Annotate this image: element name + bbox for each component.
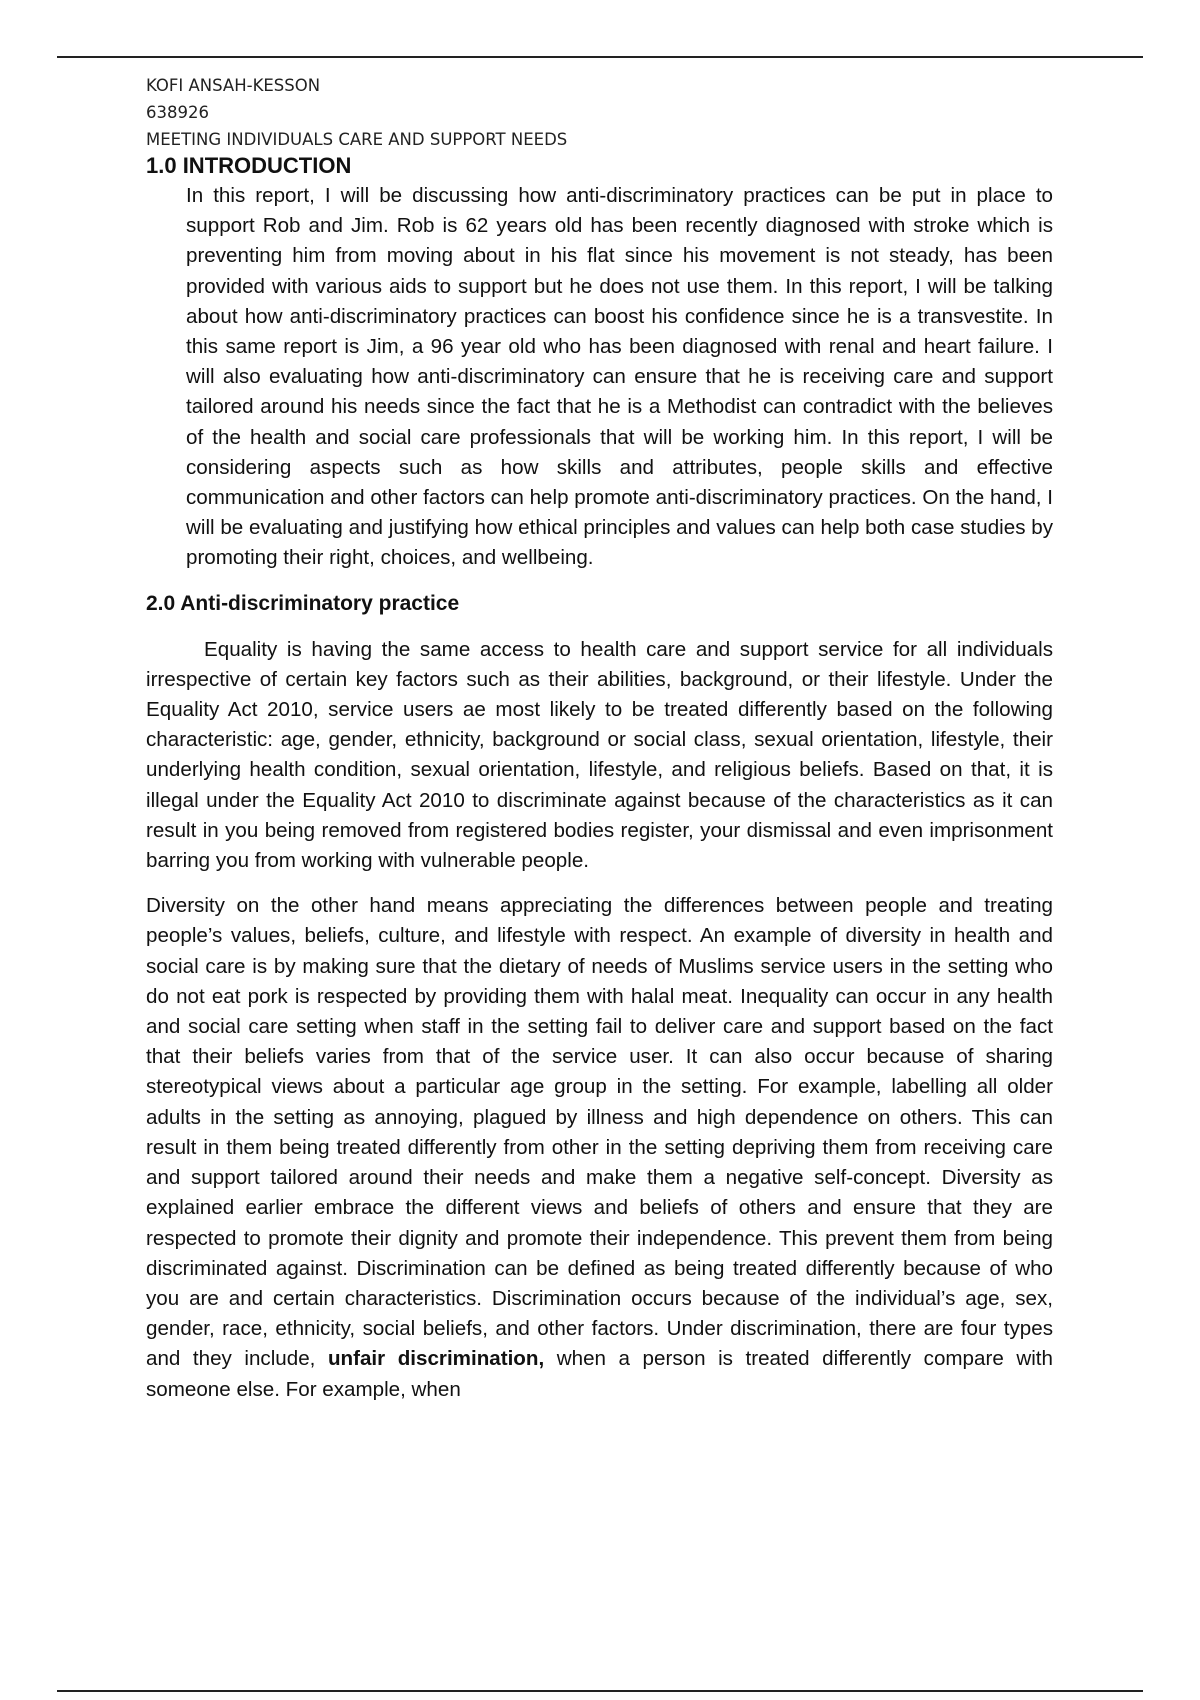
document-page	[146, 72, 1053, 1405]
top-rule	[57, 56, 1143, 58]
introduction-paragraph: In this report, I will be discussing how anti-discriminatory practices can be put in place to support Rob and Jim. Rob is 62 years old has been recently diagnosed with stroke which is preventing him from moving about in his flat since his movement is not steady, has been provided with various aids to support but he does not use them. In this report, I will be talking about how anti-discriminatory practices can boost his confidence since he is a transvestite. In this same report is Jim, a 96 year old who has been diagnosed with renal and heart failure. I will also evaluating how anti-discriminatory can ensure that he is receiving care and support tailored around his needs since the fact that he is a Methodist can contradict with the believes of the health and social care professionals that will be working him. In this report, I will be considering aspects such as how skills and attributes, people skills and effective communication and other factors can help promote anti-discriminatory practices. On the hand, I will be evaluating and justifying how ethical principles and values can help both case studies by promoting their right, choices, and wellbeing.	[186, 184, 1053, 570]
diversity-paragraph-start: Diversity on the other hand means appreciating the differences between people and treating people’s values, beliefs, culture, and lifestyle with respect. An example of diversity in health and social care is by making sure that the dietary of needs of Muslims service users in the setting who do not eat pork is respected by providing them with halal meat. Inequality can occur in any health and social care setting when staff in the setting fail to deliver care and support based on the fact that their beliefs varies from that of the service user. It can also occur because of sharing stereotypical views about a particular age group in the setting. For example, labelling all older adults in the setting as annoying, plagued by illness and high dependence on others. This can result in them being treated differently from other in the setting depriving them from receiving care and support tailored around their needs and make them a negative self-concept. Diversity as explained earlier embrace the different views and beliefs of others and ensure that they are respected to promote their dignity and promote their independence. This prevent them from being discriminated against. Discrimination can be defined as being treated differently because of who you are and certain characteristics. Discrimination occurs because of the individual’s age, sex, gender, race, ethnicity, social beliefs, and other factors. Under discrimination, there are four types and they include,	[146, 894, 1053, 1371]
diversity-paragraph	[146, 891, 1053, 1404]
bottom-rule	[57, 1690, 1143, 1692]
anti-discriminatory-heading: 2.0 Anti-discriminatory practice	[146, 591, 460, 615]
author-name: KOFI ANSAH-KESSON	[146, 76, 321, 95]
student-id: 638926	[146, 103, 209, 122]
introduction-heading: 1.0 INTRODUCTION	[146, 153, 352, 178]
diversity-paragraph-end: when a person is treated differently compare with someone else. For example, when	[146, 1347, 1053, 1401]
document-title: MEETING INDIVIDUALS CARE AND SUPPORT NEEDS	[146, 130, 568, 149]
unfair-discrimination-term: unfair discrimination,	[327, 1347, 545, 1371]
equality-paragraph: Equality is having the same access to health care and support service for all individuals irrespective of certain key factors such as their abilities, background, or their lifestyle. Under the Equality Act 2010, service users ae most likely to be treated differently based on the following characteristic: age, gender, ethnicity, background or social class, sexual orientation, lifestyle, their underlying health condition, sexual orientation, lifestyle, and religious beliefs. Based on that, it is illegal under the Equality Act 2010 to discriminate against because of the characteristics as it can result in you being removed from registered bodies register, your dismissal and even imprisonment barring you from working with vulnerable people.	[146, 637, 1053, 873]
